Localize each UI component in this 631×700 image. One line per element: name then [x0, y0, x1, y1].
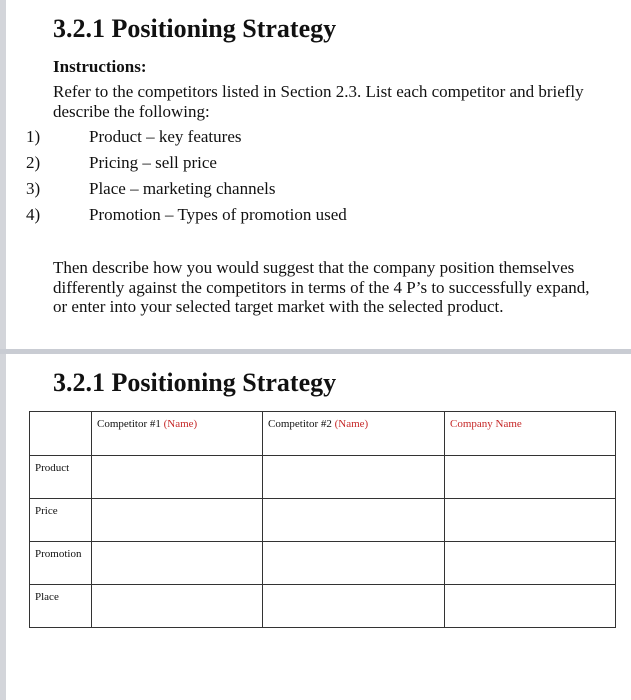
cell-competitor-1[interactable] — [92, 499, 263, 542]
header-label: Competitor #1 — [97, 418, 161, 430]
cell-competitor-1[interactable] — [92, 542, 263, 585]
instructions-heading: Instructions: — [53, 57, 147, 76]
row-label: Promotion — [30, 542, 92, 585]
cell-competitor-1[interactable] — [92, 456, 263, 499]
company-name-placeholder: Company Name — [450, 418, 522, 430]
row-label: Place — [30, 585, 92, 628]
table-row — [30, 456, 616, 499]
step-number: 4) — [26, 205, 41, 224]
header-competitor-2 — [263, 412, 445, 456]
cell-competitor-1[interactable] — [92, 585, 263, 628]
header-company — [445, 412, 616, 456]
cell-company[interactable] — [445, 456, 616, 499]
name-placeholder: (Name) — [163, 418, 198, 430]
cell-competitor-2[interactable] — [263, 499, 445, 542]
cell-competitor-2[interactable] — [263, 456, 445, 499]
step-text: Product – key features — [89, 127, 242, 146]
step-number: 3) — [26, 179, 41, 198]
header-competitor-1 — [92, 412, 263, 456]
name-placeholder: (Name) — [334, 418, 369, 430]
step-text: Pricing – sell price — [89, 153, 217, 172]
cell-company[interactable] — [445, 585, 616, 628]
table-row — [30, 499, 616, 542]
row-label: Price — [30, 499, 92, 542]
step-text: Place – marketing channels — [89, 179, 276, 198]
table-header-row — [30, 412, 616, 456]
row-label: Product — [30, 456, 92, 499]
step-text: Promotion – Types of promotion used — [89, 205, 347, 224]
step-number: 1) — [26, 127, 41, 146]
followup-instructions: Then describe how you would suggest that the company position themselves differently against the competitors in terms of the 4 P’s to successfully expand, or enter into your selected target market with the selected product. — [53, 258, 590, 316]
cell-competitor-2[interactable] — [263, 585, 445, 628]
header-label: Competitor #2 — [268, 418, 332, 430]
cell-company[interactable] — [445, 542, 616, 585]
cell-company[interactable] — [445, 499, 616, 542]
table-section-title: 3.2.1 Positioning Strategy — [53, 368, 337, 397]
table-row — [30, 542, 616, 585]
instructions-text: Refer to the competitors listed in Section 2.3. List each competitor and briefly describe the following: — [53, 82, 584, 121]
step-number: 2) — [26, 153, 41, 172]
page-title: 3.2.1 Positioning Strategy — [53, 14, 337, 43]
cell-competitor-2[interactable] — [263, 542, 445, 585]
corner-cell — [30, 412, 92, 456]
section-divider — [0, 349, 631, 354]
table-row — [30, 585, 616, 628]
positioning-table — [29, 411, 616, 628]
